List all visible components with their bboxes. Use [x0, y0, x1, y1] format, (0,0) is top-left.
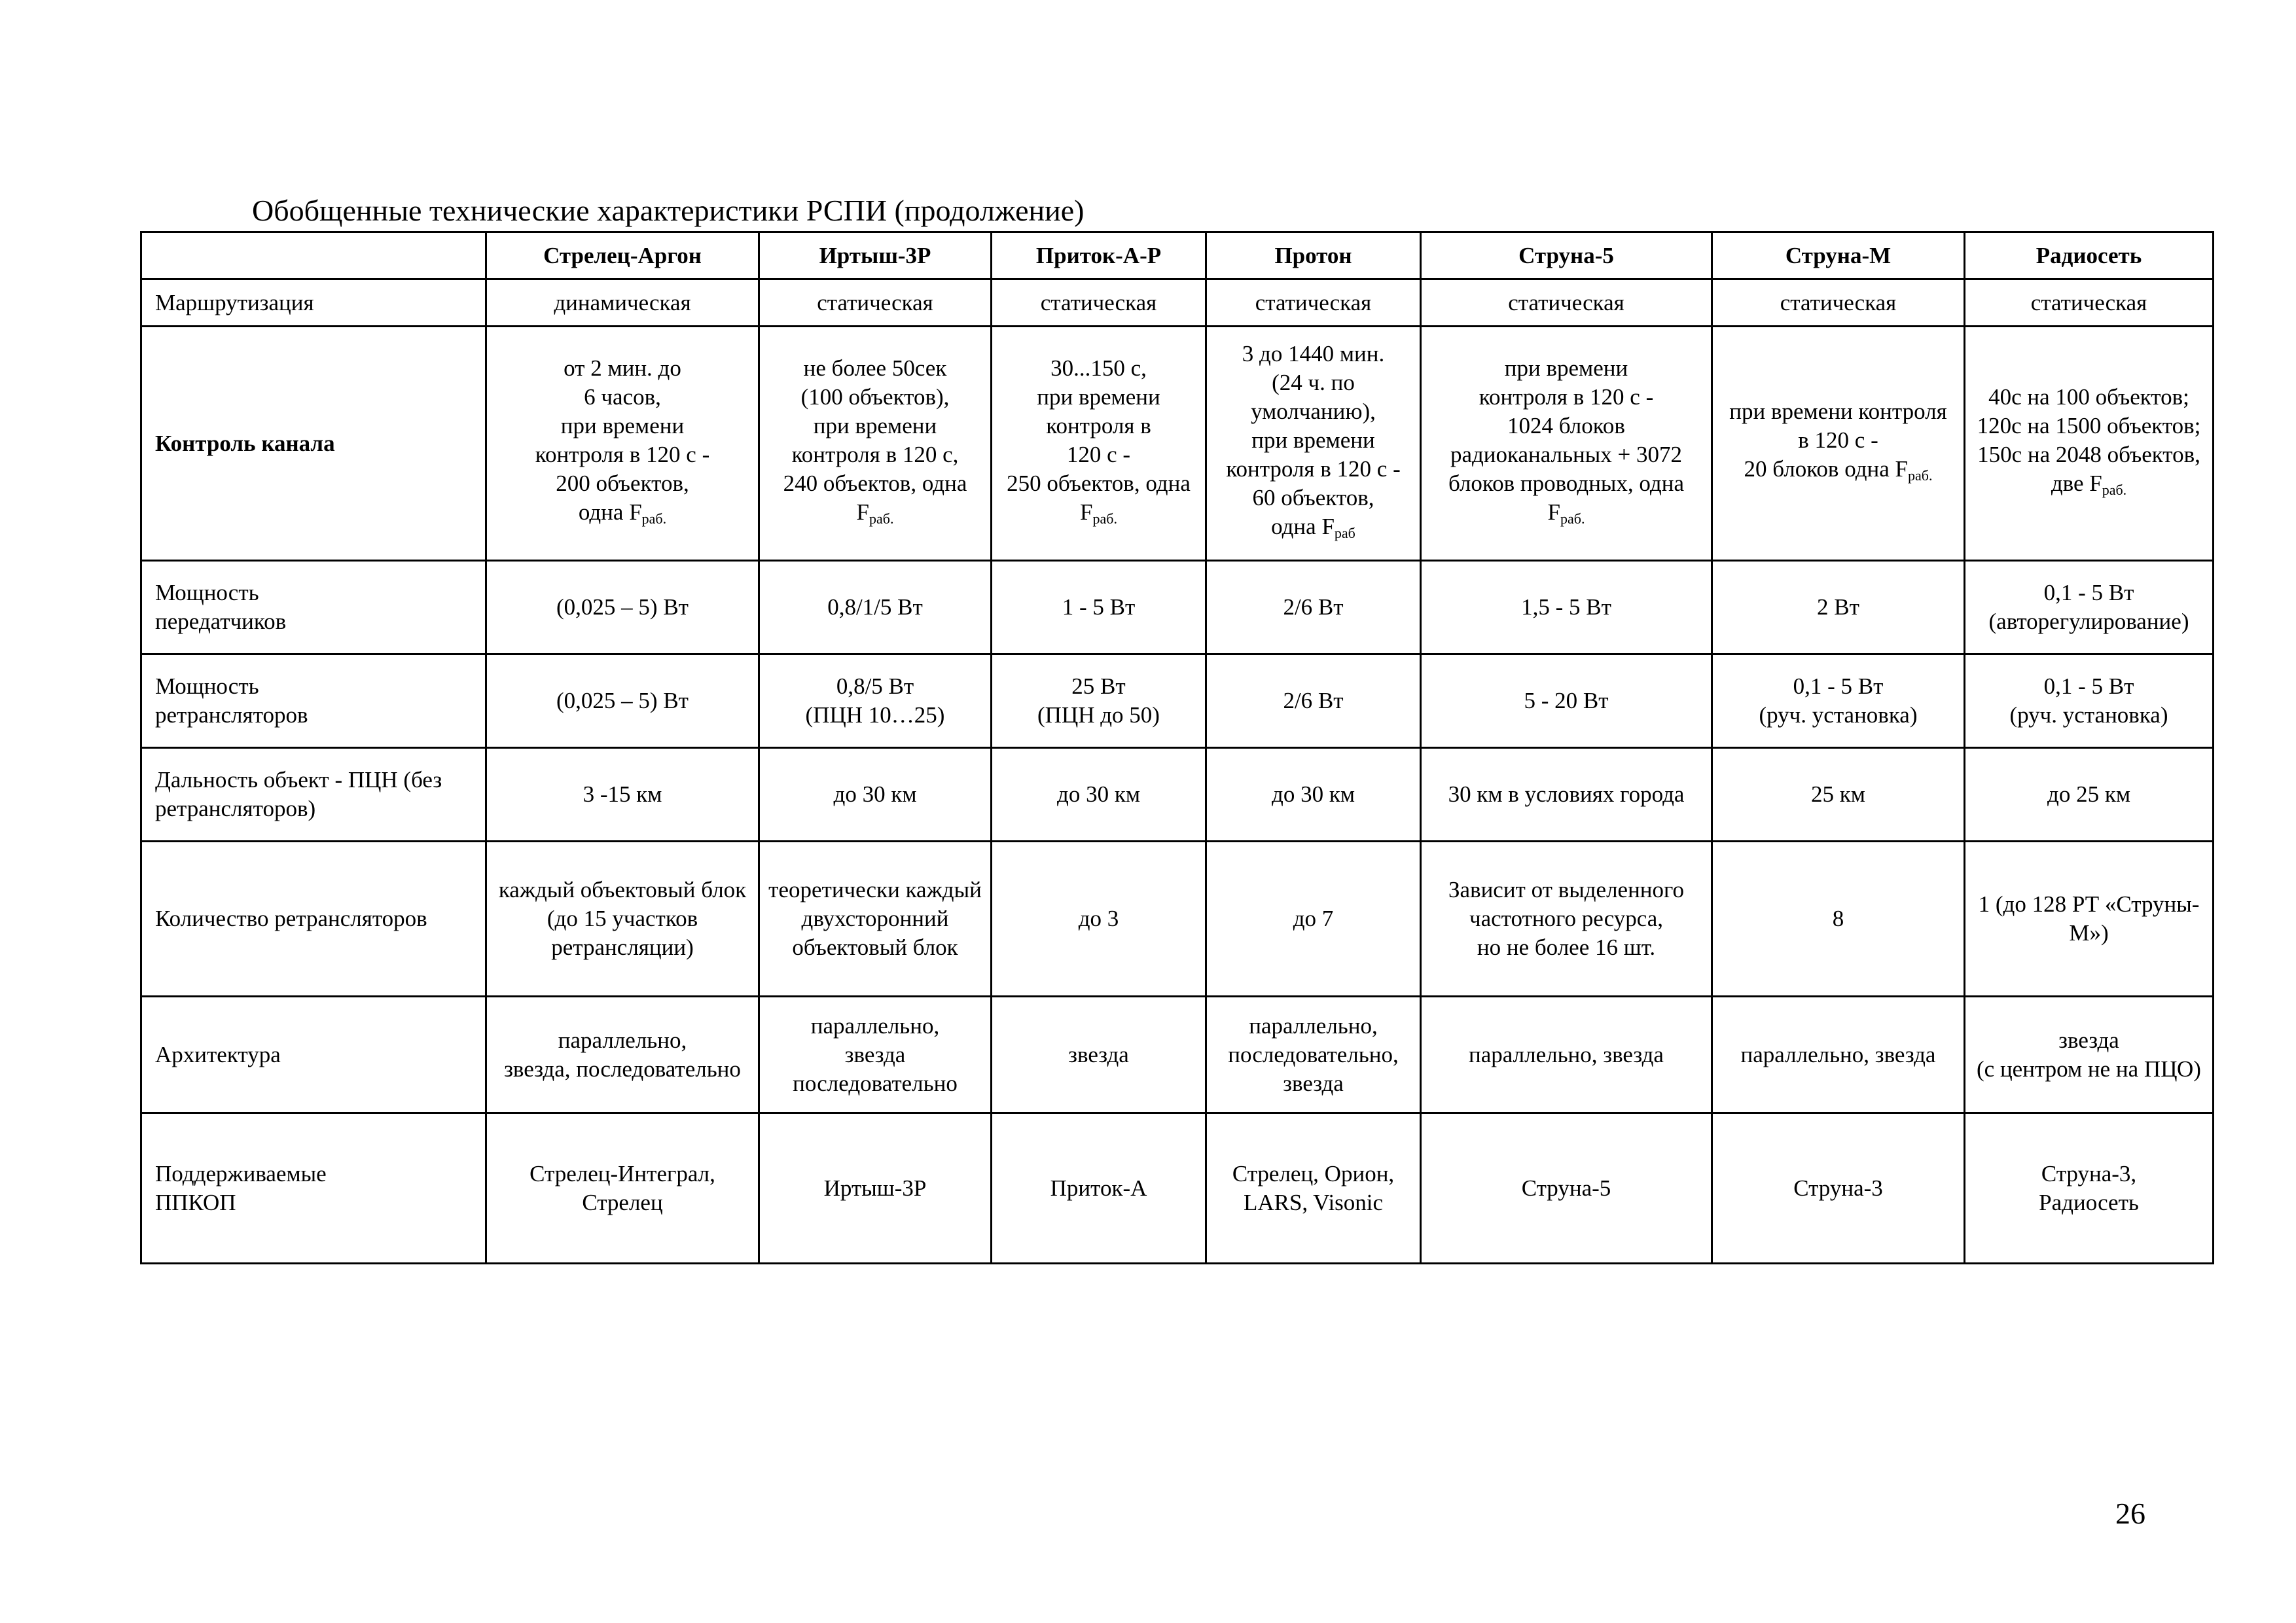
- table-header-row: [141, 232, 2214, 279]
- spec-table: [140, 231, 2214, 1264]
- table-cell: до 7: [1206, 842, 1421, 997]
- table-cell: теоретически каждый двухсторонний объектовый блок: [759, 842, 992, 997]
- table-cell: [1206, 327, 1421, 561]
- column-header: Приток-А-Р: [992, 232, 1206, 279]
- table-cell: статическая: [1965, 279, 2214, 327]
- table-cell: до 30 км: [759, 748, 992, 842]
- table-cell: 2/6 Вт: [1206, 561, 1421, 654]
- subscript-rab: раб.: [2102, 481, 2127, 498]
- table-row: [141, 748, 2214, 842]
- cell-text: 30...150 с, при времени контроля в 120 с - 250 объектов, одна F: [1007, 355, 1191, 525]
- table-cell: Иртыш-3Р: [759, 1113, 992, 1264]
- table-cell: 5 - 20 Вт: [1421, 654, 1712, 748]
- table-cell: до 30 км: [1206, 748, 1421, 842]
- cell-text: 40с на 100 объектов; 120с на 1500 объектов; 150с на 2048 объектов, две F: [1977, 383, 2201, 496]
- row-label: Мощность ретрансляторов: [141, 654, 486, 748]
- table-row: [141, 654, 2214, 748]
- cell-text: при времени контроля в 120 с - 1024 блоков радиоканальных + 3072 блоков проводных, одна F: [1448, 355, 1685, 525]
- table-cell: Зависит от выделенного частотного ресурса, но не более 16 шт.: [1421, 842, 1712, 997]
- table-cell: до 3: [992, 842, 1206, 997]
- table-row: [141, 1113, 2214, 1264]
- table-cell: [486, 327, 759, 561]
- table-cell: параллельно, последовательно, звезда: [1206, 997, 1421, 1113]
- table-cell: Стрелец-Интеграл, Стрелец: [486, 1113, 759, 1264]
- subscript-rab: раб: [1334, 524, 1355, 541]
- subscript-rab: раб.: [1560, 510, 1585, 527]
- subscript-rab: раб.: [869, 510, 894, 527]
- table-cell: 0,1 - 5 Вт (руч. установка): [1965, 654, 2214, 748]
- table-row: [141, 279, 2214, 327]
- table-cell: 8: [1712, 842, 1965, 997]
- column-header: Стрелец-Аргон: [486, 232, 759, 279]
- table-cell: статическая: [1712, 279, 1965, 327]
- row-label: Контроль канала: [141, 327, 486, 561]
- table-cell: звезда (с центром не на ПЦО): [1965, 997, 2214, 1113]
- table-row: [141, 842, 2214, 997]
- header-corner-cell: [141, 232, 486, 279]
- table-cell: каждый объектовый блок (до 15 участков ретрансляции): [486, 842, 759, 997]
- row-label: Количество ретрансляторов: [141, 842, 486, 997]
- column-header: Струна-5: [1421, 232, 1712, 279]
- cell-text: 3 до 1440 мин. (24 ч. по умолчанию), при времени контроля в 120 с - 60 объектов, одна F: [1226, 340, 1401, 539]
- table-cell: 25 Вт (ПЦН до 50): [992, 654, 1206, 748]
- table-cell: 2/6 Вт: [1206, 654, 1421, 748]
- table-cell: 30 км в условиях города: [1421, 748, 1712, 842]
- table-cell: параллельно, звезда, последовательно: [486, 997, 759, 1113]
- row-label: Маршрутизация: [141, 279, 486, 327]
- table-cell: 3 -15 км: [486, 748, 759, 842]
- page-title: Обобщенные технические характеристики РСПИ (продолжение): [252, 194, 1085, 227]
- row-label: Архитектура: [141, 997, 486, 1113]
- table-cell: 0,1 - 5 Вт (руч. установка): [1712, 654, 1965, 748]
- table-cell: 1 - 5 Вт: [992, 561, 1206, 654]
- cell-text: от 2 мин. до 6 часов, при времени контроля в 120 с - 200 объектов, одна F: [535, 355, 710, 525]
- table-cell: [992, 327, 1206, 561]
- subscript-rab: раб.: [1092, 510, 1117, 527]
- table-row: [141, 997, 2214, 1113]
- table-cell: параллельно, звезда последовательно: [759, 997, 992, 1113]
- cell-text: не более 50сек (100 объектов), при времени контроля в 120 с, 240 объектов, одна F: [783, 355, 967, 525]
- table-cell: динамическая: [486, 279, 759, 327]
- table-cell: до 25 км: [1965, 748, 2214, 842]
- table-row: [141, 561, 2214, 654]
- table-cell: 25 км: [1712, 748, 1965, 842]
- subscript-rab: раб.: [1907, 467, 1933, 484]
- table-cell: Приток-А: [992, 1113, 1206, 1264]
- table-cell: параллельно, звезда: [1712, 997, 1965, 1113]
- table-cell: 0,1 - 5 Вт (авторегулирование): [1965, 561, 2214, 654]
- table-cell: 0,8/5 Вт (ПЦН 10…25): [759, 654, 992, 748]
- table-cell: Стрелец, Орион, LARS, Visonic: [1206, 1113, 1421, 1264]
- table-cell: статическая: [759, 279, 992, 327]
- table-cell: 2 Вт: [1712, 561, 1965, 654]
- table-cell: [759, 327, 992, 561]
- column-header: Струна-М: [1712, 232, 1965, 279]
- page-number: 26: [2115, 1497, 2145, 1530]
- table-cell: статическая: [1206, 279, 1421, 327]
- table-row: [141, 327, 2214, 561]
- table-cell: Струна-3: [1712, 1113, 1965, 1264]
- row-label: Мощность передатчиков: [141, 561, 486, 654]
- table-cell: 1,5 - 5 Вт: [1421, 561, 1712, 654]
- table-cell: звезда: [992, 997, 1206, 1113]
- table-cell: [1965, 327, 2214, 561]
- column-header: Радиосеть: [1965, 232, 2214, 279]
- table-cell: (0,025 – 5) Вт: [486, 561, 759, 654]
- table-cell: Струна-5: [1421, 1113, 1712, 1264]
- table-cell: 0,8/1/5 Вт: [759, 561, 992, 654]
- table-cell: статическая: [992, 279, 1206, 327]
- subscript-rab: раб.: [641, 510, 667, 527]
- table-cell: [1712, 327, 1965, 561]
- table-cell: до 30 км: [992, 748, 1206, 842]
- column-header: Иртыш-3Р: [759, 232, 992, 279]
- row-label: Поддерживаемые ППКОП: [141, 1113, 486, 1264]
- row-label: Дальность объект - ПЦН (без ретрансляторов): [141, 748, 486, 842]
- cell-text: при времени контроля в 120 с - 20 блоков одна F: [1729, 398, 1947, 482]
- table-cell: параллельно, звезда: [1421, 997, 1712, 1113]
- table-cell: Струна-3, Радиосеть: [1965, 1113, 2214, 1264]
- column-header: Протон: [1206, 232, 1421, 279]
- table-cell: [1421, 327, 1712, 561]
- table-cell: (0,025 – 5) Вт: [486, 654, 759, 748]
- table-cell: 1 (до 128 РТ «Струны- М»): [1965, 842, 2214, 997]
- table-cell: статическая: [1421, 279, 1712, 327]
